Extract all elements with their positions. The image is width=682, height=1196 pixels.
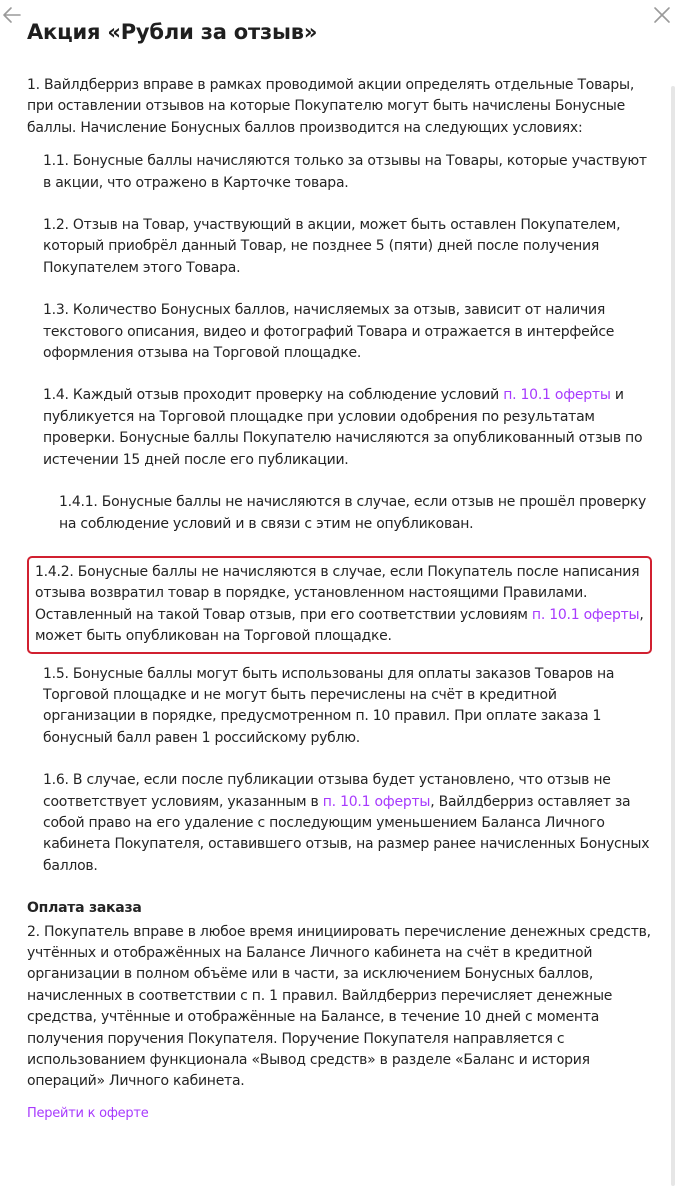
back-arrow-icon[interactable] [2, 6, 22, 24]
rule-1-2: 1.2. Отзыв на Товар, участвующий в акции, может быть оставлен Покупателем, который приобрёл данный Товар, не позднее 5 (пяти) дней после получения Покупателем этого Товара. [43, 217, 621, 276]
offer-10-1-link[interactable]: п. 10.1 оферты [322, 793, 431, 810]
page-title: Акция «Рубли за отзыв» [27, 20, 318, 44]
rules-content [27, 75, 652, 1124]
rule-1-1: 1.1. Бонусные баллы начисляются только за отзывы на Товары, которые участвуют в акции, что отражено в Карточке товара. [43, 153, 647, 191]
go-to-offer-link[interactable]: Перейти к оферте [27, 1105, 149, 1121]
section-title-payment: Оплата заказа [27, 900, 142, 917]
rule-1-4-text-cont: и публикуется на Торговой площадке при условии одобрения по результатам проверки. Бонусные баллы Покупателю начисляются за опубликованный отзыв по истечении 15 дней после его публикации. [43, 387, 643, 468]
rule-1-4-2-highlighted [27, 556, 652, 654]
rule-1-4-2-text-cont: , может быть опубликован на Торговой площадке. [35, 606, 644, 645]
rule-1-6 [27, 770, 652, 877]
close-icon[interactable] [652, 5, 672, 25]
offer-10-1-link[interactable]: п. 10.1 оферты [503, 387, 611, 404]
rule-1-4-1: 1.4.1. Бонусные баллы не начисляются в случае, если отзыв не прошёл проверку на соблюдение условий и в связи с этим не опубликован. [59, 494, 647, 532]
offer-10-1-link[interactable]: п. 10.1 оферты [531, 606, 640, 623]
rule-1-3: 1.3. Количество Бонусных баллов, начисляемых за отзыв, зависит от наличия текстового описания, видео и фотографий Товара и отражается в интерфейсе оформления отзыва на Торговой площадке. [43, 302, 615, 362]
rule-1-4-2-text: 1.4.2. Бонусные баллы не начисляются в случае, если Покупатель после написания отзыва возвратил товар в порядке, установленном настоящими Правилами. Оставленный на такой Товар отзыв, при его соответствии условиям [35, 563, 640, 623]
rule-1-6-text: 1.6. В случае, если после публикации отзыва будет установлено, что отзыв не соответствует условиям, указанным в [43, 772, 611, 810]
scrollbar[interactable] [671, 86, 675, 1186]
rule-1-5: 1.5. Бонусные баллы могут быть использованы для оплаты заказов Товаров на Торговой площадке и не могут быть перечислены на счёт в кредитной организации в порядке, предусмотренном п. 10 правил. При оплате заказа 1 бонусный балл равен 1 российскому рублю. [43, 665, 615, 746]
rule-1-4 [27, 385, 652, 471]
rule-2: 2. Покупатель вправе в любое время инициировать перечисление денежных средств, учтённых и отображённых на Балансе Личного кабинета на счёт в кредитной организации в полном объёме или в части, за исключением Бонусных баллов, начисленных в соответствии с п. 1 правил. Вайлдберриз перечисляет денежные средства, учтённые и отображённые на Балансе, в течение 10 дней с момента получения поручения Покупателя. Поручение Покупателя направляется с использованием функционала «Вывод средств» в разделе «Баланс и история операций» Личного кабинета. [27, 923, 651, 1090]
rule-1-4-text: 1.4. Каждый отзыв проходит проверку на соблюдение условий [43, 387, 504, 404]
rule-1-6-text-cont: , Вайлдберриз оставляет за собой право на его удаление с последующим уменьшением Баланса Личного кабинета Покупателя, оставившего отзыв, на размер ранее начисленных Бонусных баллов. [43, 793, 650, 874]
rule-1: 1. Вайлдберриз вправе в рамках проводимой акции определять отдельные Товары, при оставлении отзывов на которые Покупателю могут быть начислены Бонусные баллы. Начисление Бонусных баллов производится на следующих условиях: [27, 77, 635, 136]
